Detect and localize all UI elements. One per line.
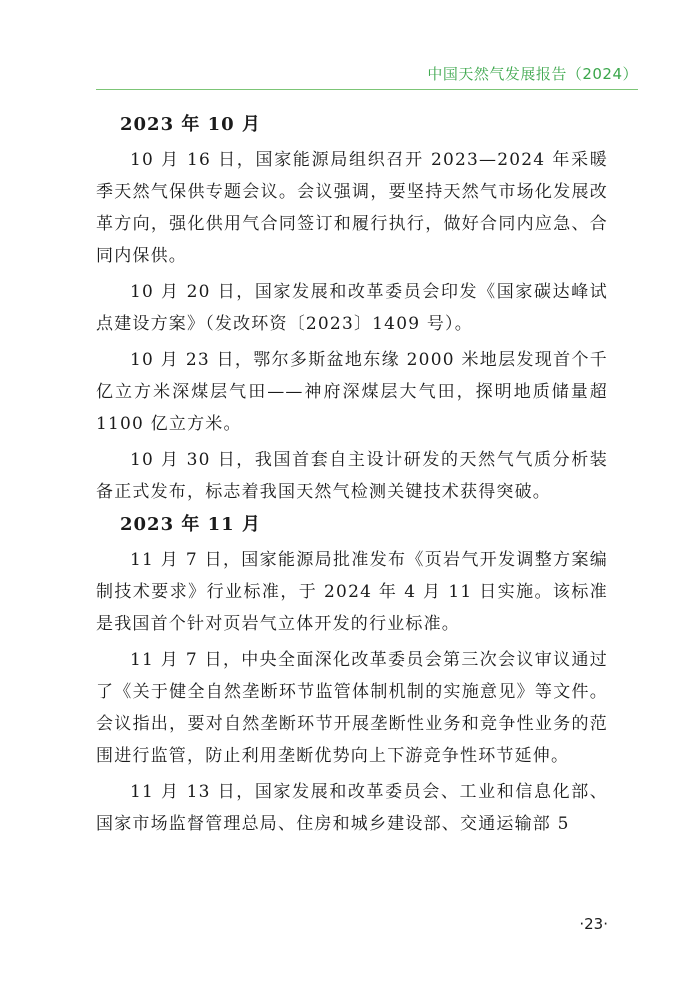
running-header-title: 中国天然气发展报告（2024） — [427, 65, 638, 83]
section-october — [96, 112, 608, 508]
paragraph: 11 月 7 日，国家能源局批准发布《页岩气开发调整方案编制技术要求》行业标准，于 2024 年 4 月 11 日实施。该标准是我国首个针对页岩气立体开发的行业标准。 — [96, 550, 608, 634]
running-header — [96, 55, 638, 90]
paragraph: 10 月 20 日，国家发展和改革委员会印发《国家碳达峰试点建设方案》（发改环资〔2023〕1409 号）。 — [96, 282, 608, 334]
paragraph: 10 月 23 日，鄂尔多斯盆地东缘 2000 米地层发现首个千亿立方米深煤层气田——神府深煤层大气田，探明地质储量超 1100 亿立方米。 — [96, 350, 608, 434]
page-body — [96, 112, 608, 844]
section-heading: 2023 年 11 月 — [120, 514, 261, 535]
page-number: ·23· — [579, 915, 608, 933]
section-november — [96, 512, 608, 840]
paragraph: 11 月 13 日，国家发展和改革委员会、工业和信息化部、国家市场监督管理总局、住房和城乡建设部、交通运输部 5 — [96, 782, 608, 834]
paragraph: 10 月 30 日，我国首套自主设计研发的天然气气质分析装备正式发布，标志着我国天然气检测关键技术获得突破。 — [96, 450, 608, 502]
section-heading: 2023 年 10 月 — [120, 114, 261, 135]
paragraph: 10 月 16 日，国家能源局组织召开 2023—2024 年采暖季天然气保供专题会议。会议强调，要坚持天然气市场化发展改革方向，强化供用气合同签订和履行执行，做好合同内应急、合同内保供。 — [96, 150, 608, 266]
paragraph: 11 月 7 日，中央全面深化改革委员会第三次会议审议通过了《关于健全自然垄断环节监管体制机制的实施意见》等文件。会议指出，要对自然垄断环节开展垄断性业务和竞争性业务的范围进行监管，防止利用垄断优势向上下游竞争性环节延伸。 — [96, 650, 608, 766]
